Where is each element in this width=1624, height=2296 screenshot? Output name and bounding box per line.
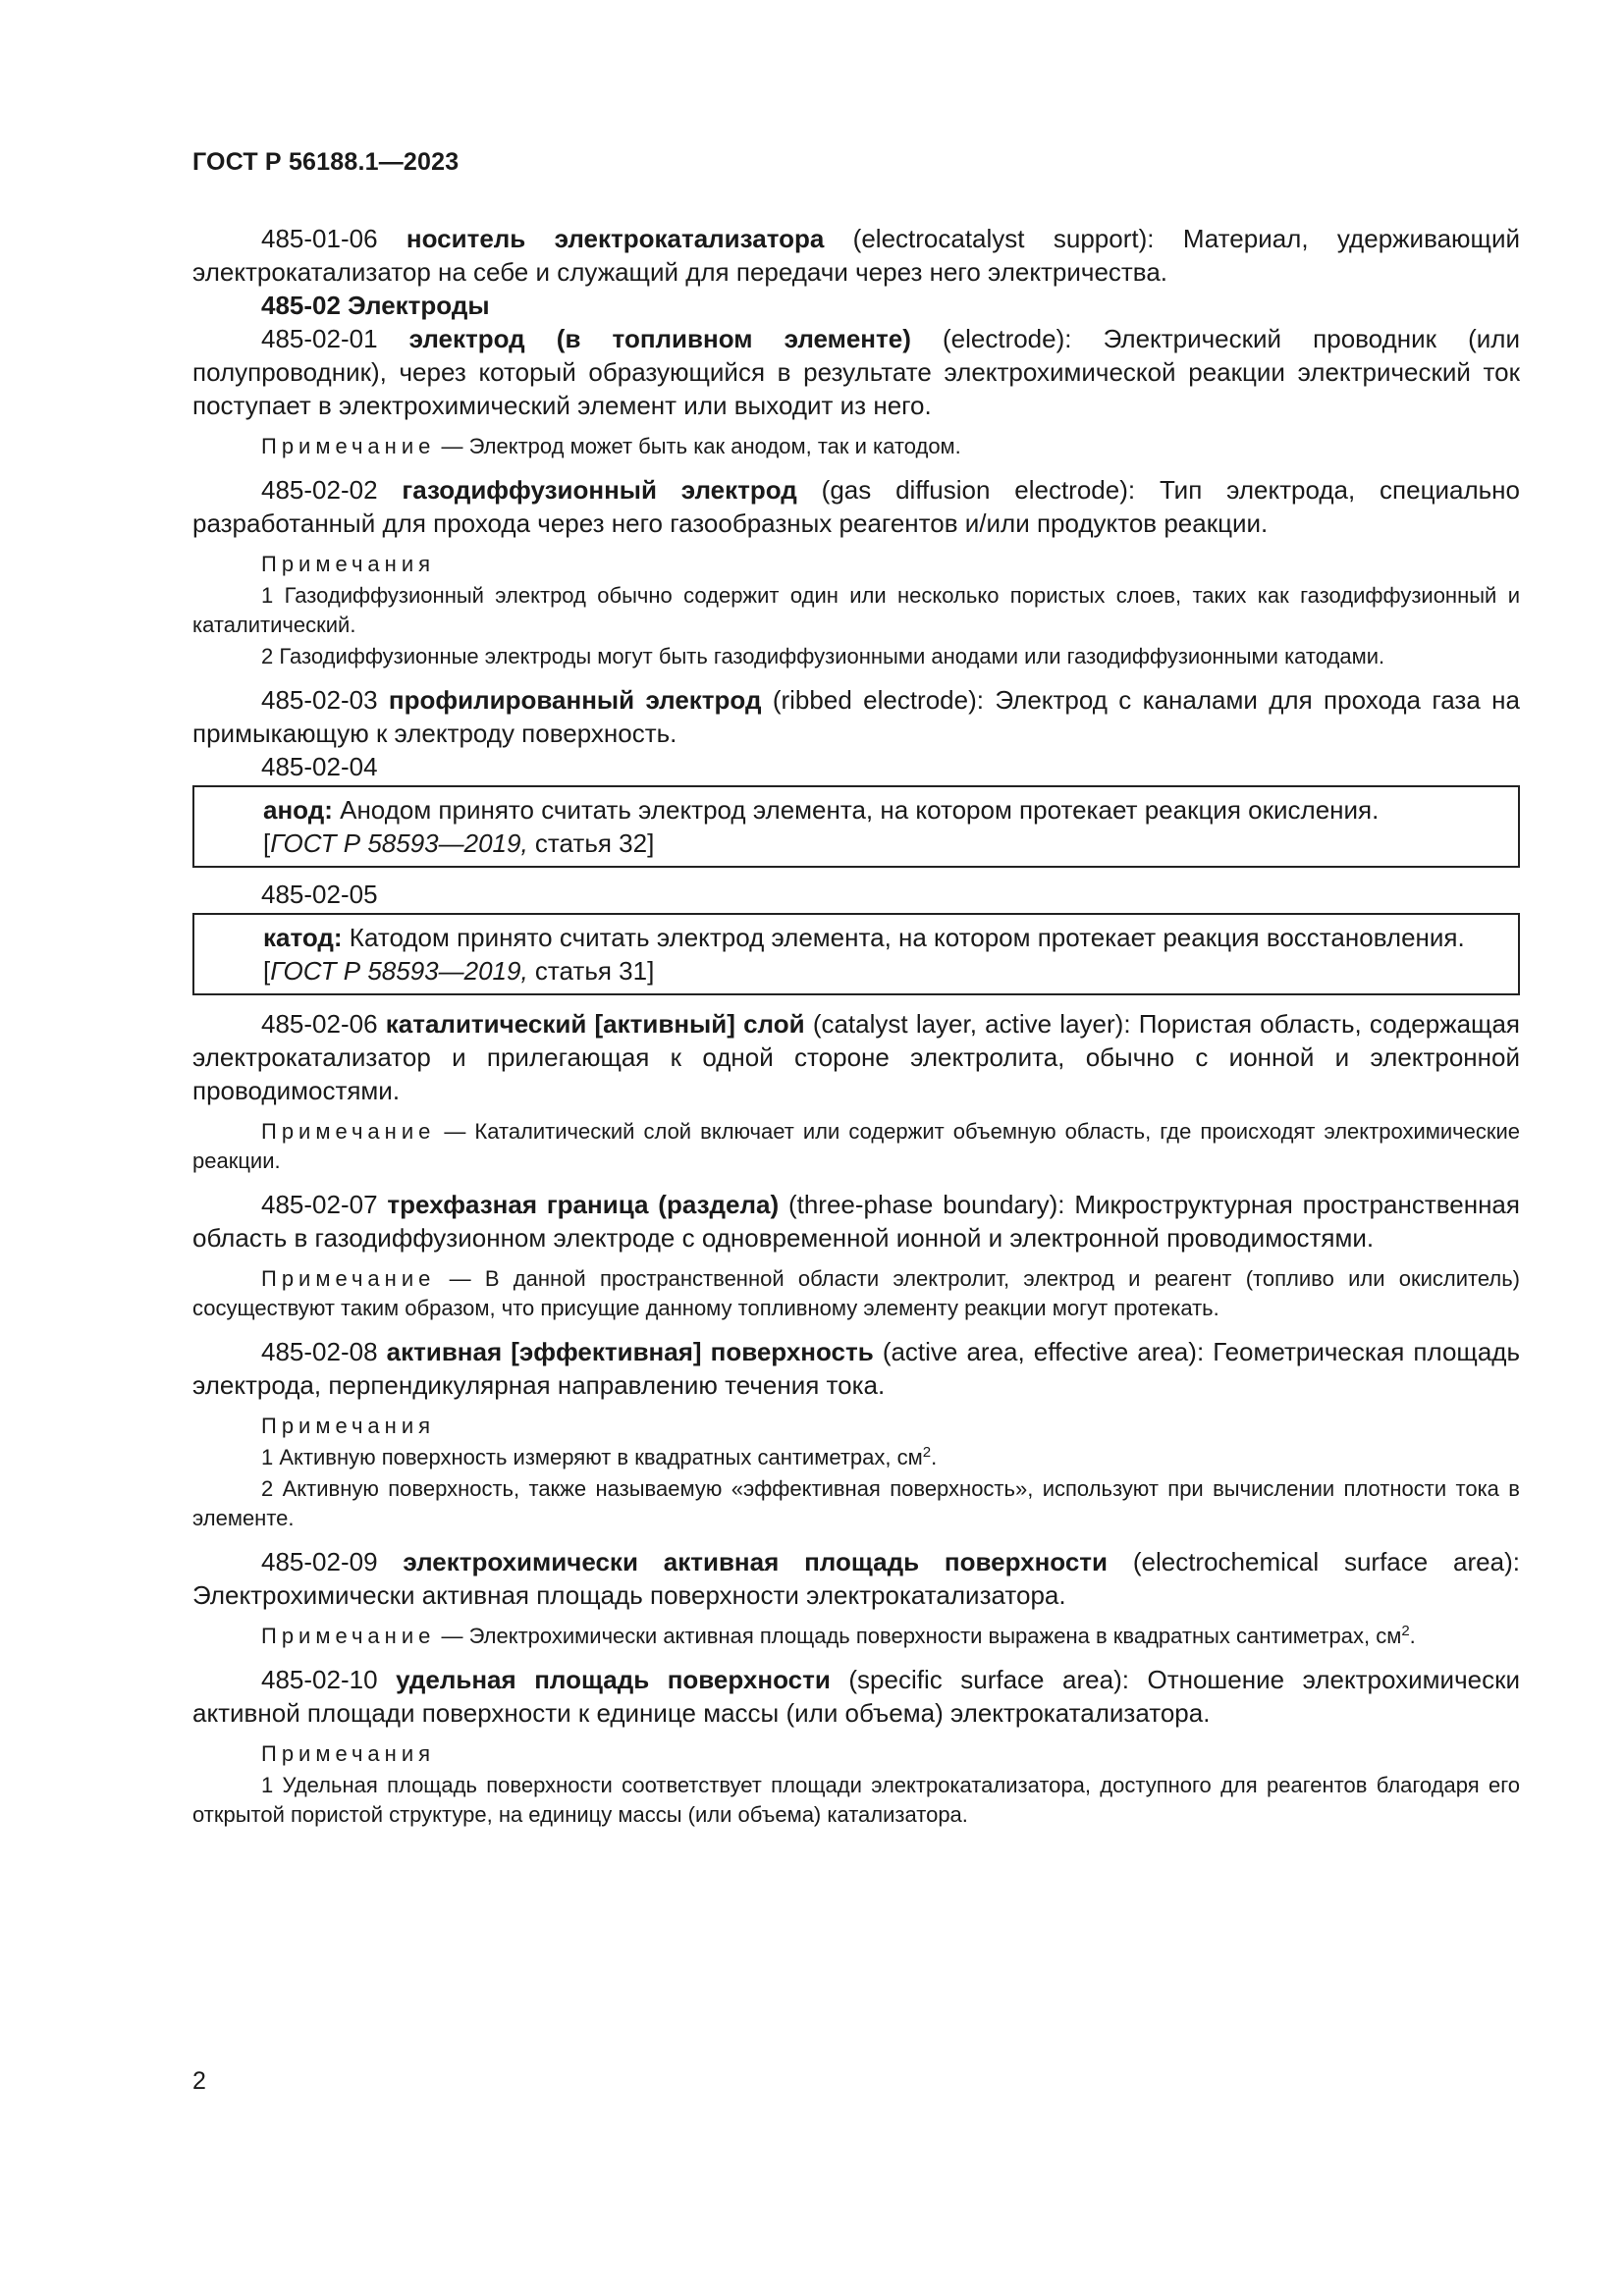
entry-definition: : Электрохимически активная площадь поверхности электрокатализатора. [192,1547,1520,1610]
entry-definition: : Материал, удерживающий электрокатализатор на себе и служащий для передачи через него электричества. [192,224,1520,287]
boxed-definition [204,793,1508,827]
entry-definition: : Электрический проводник (или полупроводник), через который образующийся в результате электрохимической реакции электрический ток поступает в электрохимический элемент или выходит из него. [192,324,1520,420]
entry-number: 485-02-03 [261,685,378,715]
entry-note: 2 Газодиффузионные электроды могут быть газодиффузионными анодами или газодиффузионными катодами. [261,644,1385,668]
entry-definition: : Тип электрода, специально разработанный для прохода через него газообразных реагентов и/или продуктов реакции. [192,475,1521,538]
entry-note [192,1622,1520,1651]
superscript: 2 [922,1444,932,1461]
entry-number: 485-02-10 [261,1665,378,1694]
entry-number: 485-02-04 [261,752,378,781]
entry-485-01-06 [192,222,1520,289]
entry-number: 485-02-01 [261,324,378,353]
entry-note [192,1264,1520,1323]
entry-term: трехфазная граница (раздела) [387,1190,780,1219]
entry-485-02-06 [192,1007,1520,1107]
entry-english-term: (electrocatalyst support) [852,224,1148,253]
entry-term: удельная площадь поверхности [396,1665,831,1694]
boxed-definition [204,921,1508,954]
entry-number: 485-02-02 [261,475,378,505]
entry-term: газодиффузионный электрод [402,475,797,505]
notes-label [192,550,1520,579]
entry-number: 485-02-06 [261,1009,378,1039]
entry-definition: Катодом принято считать электрод элемента, на котором протекает реакция восстановления. [342,923,1465,952]
entry-term: электрохимически активная площадь поверхности [403,1547,1108,1576]
notes-label-text: Примечания [261,1741,436,1766]
entry-term: электрод (в топливном элементе) [408,324,911,353]
entry-english-term: (ribbed electrode) [772,685,977,715]
note-label: Примечание [261,1624,436,1648]
source-article: статья 32] [527,828,655,858]
entry-definition: : Электрод с каналами для прохода газа на примыкающую к электроду поверхность. [192,685,1520,748]
entry-english-term: (electrode) [942,324,1065,353]
entry-definition: : Пористая область, содержащая электрокатализатор и прилегающая к одной стороне электролита, обычно с ионной и электронной проводимостями. [192,1009,1520,1105]
note-text: — Электрохимически активная площадь поверхности выражена в квадратных сантиметрах, см [435,1624,1402,1648]
note-text: — Электрод может быть как анодом, так и катодом. [435,434,961,458]
note-text: — Каталитический слой включает или содержит объемную область, где происходят электрохимические реакции. [192,1119,1520,1173]
section-heading: 485-02 Электроды [261,291,490,320]
note-text-end: . [1409,1624,1416,1648]
entry-definition: : Отношение электрохимически активной площади поверхности к единице массы (или объема) электрокатализатора. [192,1665,1520,1728]
entry-note [192,1443,1520,1472]
note-label: Примечание [261,434,436,458]
entry-english-term: (gas diffusion electrode) [821,475,1128,505]
entry-term: носитель электрокатализатора [406,224,825,253]
note-text: 1 Активную поверхность измеряют в квадратных сантиметрах, см [261,1445,923,1469]
note-text: — В данной пространственной области электролит, электрод и реагент (топливо или окислитель) сосуществуют таким образом, что присущие данному топливному элементу реакции могут протекать. [192,1266,1520,1320]
entry-number: 485-02-05 [261,880,378,909]
source-reference: [ГОСТ Р 58593—2019, статья 32] [263,828,655,858]
document-body [192,222,1520,1830]
entry-note [192,1117,1520,1176]
source-reference: [ГОСТ Р 58593—2019, статья 31] [263,956,655,986]
notes-label [192,1412,1520,1441]
entry-485-02-02 [192,473,1520,540]
source-standard: ГОСТ Р 58593—2019, [270,956,528,986]
superscript: 2 [1401,1623,1410,1639]
entry-term: профилированный электрод [388,685,762,715]
entry-485-02-03 [192,683,1520,750]
notes-label-text: Примечания [261,552,436,576]
entry-485-02-08 [192,1335,1520,1402]
entry-english-term: (catalyst layer, active layer) [812,1009,1124,1039]
entry-485-02-01 [192,322,1520,422]
note-label: Примечание [261,1119,436,1144]
page-number: 2 [192,2067,206,2095]
note-text-end: . [931,1445,938,1469]
boxed-entry-485-02-04 [192,785,1520,868]
entry-term: катод: [263,923,343,952]
notes-label-text: Примечания [261,1414,436,1438]
entry-definition: : Микроструктурная пространственная область в газодиффузионном электроде с одновременной ионной и электронной проводимостями. [192,1190,1520,1253]
entry-term: каталитический [активный] слой [385,1009,805,1039]
entry-485-02-07 [192,1188,1520,1255]
entry-485-02-10 [192,1663,1520,1730]
boxed-entry-485-02-05 [192,913,1520,995]
note-label: Примечание [261,1266,436,1291]
entry-english-term: (specific surface area) [848,1665,1122,1694]
entry-note: 1 Газодиффузионный электрод обычно содержит один или несколько пористых слоев, таких как газодиффузионный и каталитический. [192,583,1520,637]
entry-note [192,432,1520,461]
entry-definition: Анодом принято считать электрод элемента, на котором протекает реакция окисления. [332,795,1380,825]
entry-definition: : Геометрическая площадь электрода, перпендикулярная направлению течения тока. [192,1337,1520,1400]
entry-note: 2 Активную поверхность, также называемую «эффективная поверхность», используют при вычислении плотности тока в элементе. [192,1476,1520,1530]
entry-number: 485-01-06 [261,224,378,253]
source-standard: ГОСТ Р 58593—2019, [270,828,528,858]
entry-term: активная [эффективная] поверхность [386,1337,874,1366]
source-article: статья 31] [527,956,655,986]
standard-header: ГОСТ Р 56188.1—2023 [192,148,460,176]
entry-english-term: (three-phase boundary) [787,1190,1058,1219]
entry-english-term: (active area, effective area) [882,1337,1197,1366]
entry-number: 485-02-08 [261,1337,378,1366]
entry-number: 485-02-07 [261,1190,378,1219]
entry-term: анод: [263,795,333,825]
entry-485-02-09 [192,1545,1520,1612]
notes-label [192,1739,1520,1769]
entry-note: 1 Удельная площадь поверхности соответствует площади электрокатализатора, доступного для реагентов благодаря его открытой пористой структуре, на единицу массы (или объема) катализатора. [192,1773,1520,1827]
entry-number: 485-02-09 [261,1547,378,1576]
entry-english-term: (electrochemical surface area) [1132,1547,1513,1576]
